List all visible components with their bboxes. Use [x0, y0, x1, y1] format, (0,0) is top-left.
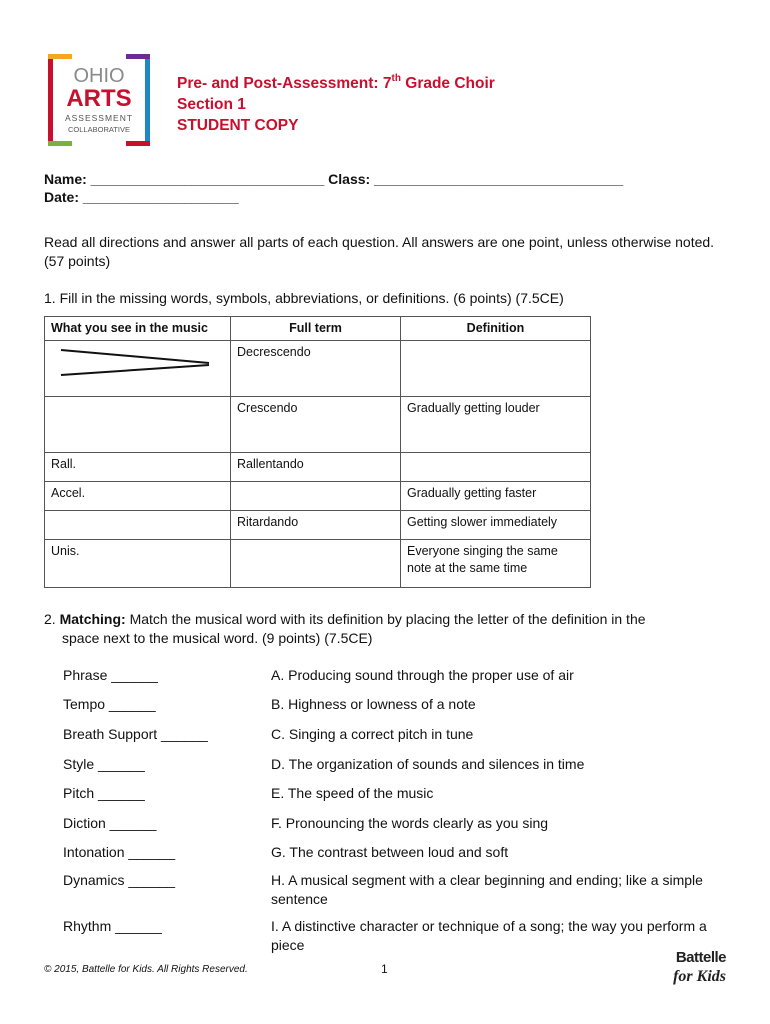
matching-term-breath-support: Breath Support ______ — [63, 726, 208, 742]
cell-term: Decrescendo — [231, 341, 401, 397]
table-row — [45, 341, 591, 397]
cell-definition: Gradually getting faster — [401, 482, 591, 511]
document-title — [177, 73, 495, 136]
matching-def-i: I. A distinctive character or technique of a song; the way you perform a piece — [271, 918, 707, 953]
matching-def-h: H. A musical segment with a clear beginning and ending; like a simple sentence — [271, 872, 703, 907]
brand-line1: Battelle — [675, 949, 726, 966]
cell-definition: Everyone singing the same note at the same time — [401, 540, 591, 588]
question1-prompt: 1. Fill in the missing words, symbols, abbreviations, or definitions. (6 points) (7.5CE) — [44, 290, 564, 306]
cell-music — [45, 511, 231, 540]
question2-prompt: 2. Matching: Match the musical word with its definition by placing the letter of the definition in the space next to the musical word. (9 points) (7.5CE) — [44, 611, 646, 646]
decrescendo-symbol — [51, 344, 221, 384]
logo-line2: ARTS — [66, 85, 132, 112]
logo-bracket-left — [48, 54, 53, 146]
table-row — [45, 397, 591, 453]
table-row — [45, 511, 591, 540]
header-definition: Definition — [401, 317, 591, 341]
matching-def-c: C. Singing a correct pitch in tune — [271, 726, 474, 742]
logo-bracket-bottom-right — [126, 141, 150, 146]
battelle-for-kids-logo — [666, 946, 730, 986]
title-line: Pre- and Post-Assessment: 7th Grade Choir — [177, 72, 495, 92]
matching-def-e: E. The speed of the music — [271, 785, 434, 801]
matching-term-intonation: Intonation ______ — [63, 844, 176, 860]
cell-term — [231, 482, 401, 511]
matching-term-rhythm: Rhythm ______ — [63, 918, 162, 934]
cell-music: Unis. — [45, 540, 231, 588]
cell-term: Crescendo — [231, 397, 401, 453]
matching-term-dynamics: Dynamics ______ — [63, 872, 176, 888]
matching-term-pitch: Pitch ______ — [63, 785, 145, 801]
matching-term-diction: Diction ______ — [63, 815, 157, 831]
copy-label: STUDENT COPY — [177, 117, 299, 134]
section-label: Section 1 — [177, 96, 246, 113]
cell-music — [45, 397, 231, 453]
intro-directions: Read all directions and answer all parts of each question. All answers are one point, unless otherwise noted. (57 points) — [44, 234, 715, 269]
matching-def-g: G. The contrast between loud and soft — [271, 844, 509, 860]
matching-term-phrase: Phrase ______ — [63, 667, 158, 683]
matching-term-style: Style ______ — [63, 756, 145, 772]
logo-line3: ASSESSMENT — [64, 113, 134, 123]
ohio-arts-logo — [46, 52, 152, 148]
date-line: Date: ____________________ — [44, 189, 239, 205]
matching-def-b: B. Highness or lowness of a note — [271, 696, 476, 712]
header-term: Full term — [231, 317, 401, 341]
cell-definition: Getting slower immediately — [401, 511, 591, 540]
cell-definition — [401, 341, 591, 397]
matching-label: Matching: — [59, 611, 126, 627]
page-number: 1 — [381, 962, 388, 976]
logo-bracket-right — [145, 54, 150, 146]
header-music: What you see in the music — [45, 317, 231, 341]
copyright-notice: © 2015, Battelle for Kids. All Rights Reserved. — [44, 964, 248, 975]
matching-term-tempo: Tempo ______ — [63, 696, 156, 712]
cell-term: Ritardando — [231, 511, 401, 540]
brand-line2: for Kids — [673, 968, 726, 985]
cell-music — [45, 341, 231, 397]
logo-bracket-top-left — [48, 54, 72, 59]
matching-def-f: F. Pronouncing the words clearly as you sing — [271, 815, 549, 831]
logo-line1: OHIO — [73, 65, 125, 87]
cell-music: Rall. — [45, 453, 231, 482]
matching-def-d: D. The organization of sounds and silences in time — [271, 756, 585, 772]
student-fields — [44, 170, 623, 206]
logo-line4: COLLABORATIVE — [68, 125, 130, 134]
logo-bracket-bottom-left — [48, 141, 72, 146]
table-row — [45, 540, 591, 588]
cell-definition: Gradually getting louder — [401, 397, 591, 453]
cell-term — [231, 540, 401, 588]
cell-term: Rallentando — [231, 453, 401, 482]
terms-table — [44, 316, 591, 588]
table-row — [45, 453, 591, 482]
matching-def-a: A. Producing sound through the proper use of air — [271, 667, 574, 683]
name-class-line: Name: ______________________________ Class: ________________________________ — [44, 171, 624, 187]
cell-music: Accel. — [45, 482, 231, 511]
terms-table-header — [45, 317, 591, 341]
logo-bracket-top-right — [126, 54, 150, 59]
cell-definition — [401, 453, 591, 482]
table-row — [45, 482, 591, 511]
